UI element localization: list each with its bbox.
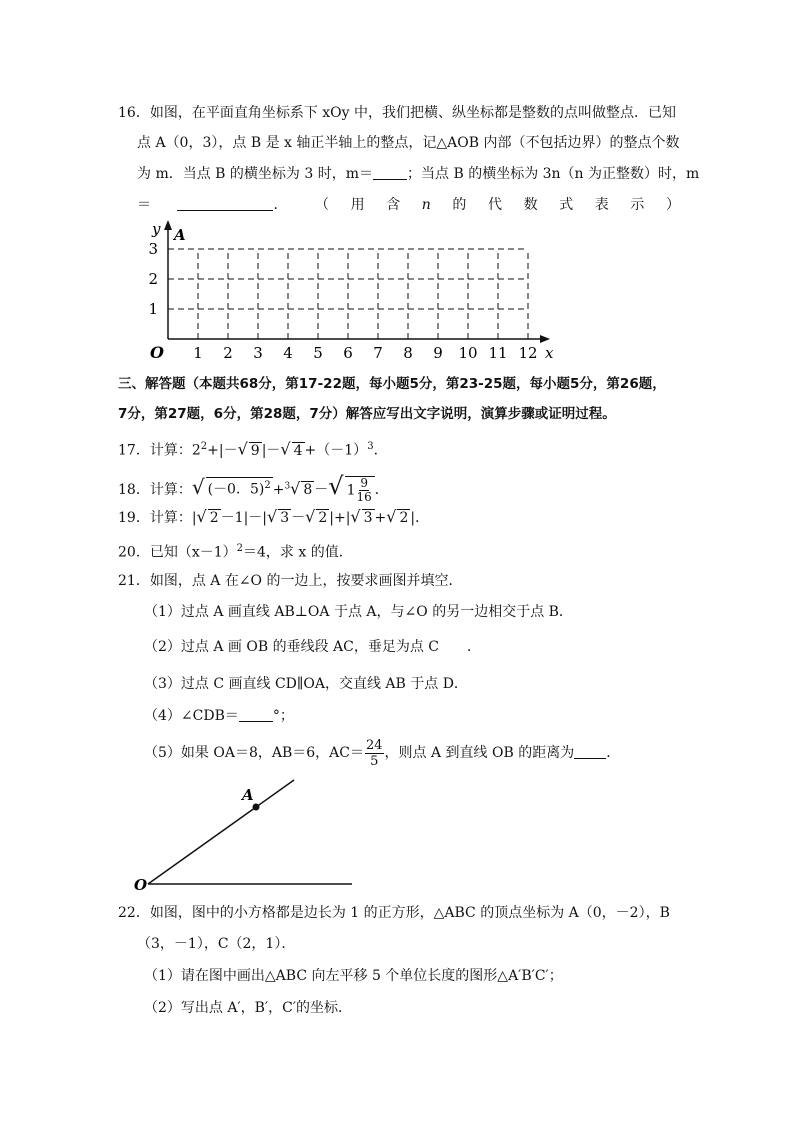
- x-axis-arrow: [540, 335, 550, 343]
- q18-prefix: 18．计算：: [118, 482, 192, 498]
- q19-r: 2: [209, 510, 219, 526]
- q18-radicand-8: 8: [303, 482, 313, 498]
- sqrt-symbol: √: [196, 507, 207, 526]
- q17-part: +（－1）: [304, 442, 368, 459]
- q16-hint-char: 的: [452, 197, 467, 213]
- x-tick-label: 4: [283, 344, 293, 362]
- q21-fraction: [365, 738, 384, 769]
- q21-den: 5: [370, 753, 379, 769]
- x-tick-label: 12: [518, 344, 538, 362]
- q20-exp: 2: [236, 543, 243, 554]
- x-tick-labels: [193, 344, 537, 362]
- q19-t: +: [374, 510, 387, 526]
- q22-s2: （2）写出点 A′，B′，C′的坐标．: [144, 1000, 353, 1016]
- x-tick-label: 3: [253, 344, 263, 362]
- x-tick-label: 7: [373, 344, 383, 362]
- q20: [118, 539, 353, 563]
- q16-hint-char: 式: [559, 197, 574, 213]
- point-a-label: A: [174, 226, 186, 244]
- q18-exp: 2: [264, 480, 271, 492]
- q16-hint-char: （: [315, 197, 329, 213]
- q16-hint-char: 数: [523, 197, 538, 213]
- q21-s5-c: ．: [606, 745, 621, 761]
- sqrt-symbol: √: [290, 479, 301, 498]
- x-axis-label: x: [545, 344, 554, 362]
- q21-s3: （3）过点 C 画直线 CD∥OA，交直线 AB 于点 D．: [144, 676, 468, 692]
- q17-exp3: 3: [367, 441, 374, 452]
- q18: [118, 471, 389, 504]
- sqrt-symbol: √: [237, 439, 248, 459]
- q18-den: 16: [356, 489, 372, 504]
- q21-s5-b: ，则点 A 到直线 OB 的距离为: [384, 745, 575, 761]
- y-tick-label: 2: [148, 270, 158, 288]
- q18-r1: (－0．5): [207, 482, 265, 498]
- answer-blank-n: [177, 196, 273, 211]
- q18-minus: －: [314, 482, 329, 498]
- q19-t: －1|－|: [220, 510, 267, 526]
- fig-point-a-label: A: [242, 786, 254, 804]
- q18-radicand-3: [345, 476, 375, 504]
- q19: [118, 507, 429, 528]
- q20-b: ＝4，求 x 的值．: [243, 544, 353, 561]
- answer-blank-m: [373, 165, 407, 180]
- sqrt-symbol: √: [305, 507, 316, 526]
- sqrt-symbol: √: [350, 507, 361, 526]
- q21-s4-b: °；: [272, 708, 294, 724]
- q21-stem: 21．如图，点 A 在∠O 的一边上，按要求画图并填空．: [118, 573, 463, 589]
- q21-s1: （1）过点 A 画直线 AB⊥OA 于点 A，与∠O 的另一边相交于点 B．: [144, 604, 573, 620]
- y-axis-arrow: [164, 220, 172, 230]
- q16-hint-char: 表: [594, 197, 609, 213]
- fig-origin-label: O: [134, 876, 148, 894]
- sqrt-symbol: √: [280, 439, 291, 459]
- q18-radicand-1: [206, 477, 273, 498]
- q16-hint-char: ）: [665, 197, 680, 213]
- section3-line2: 7分，第27题，6分，第28题，7分）解答应写出文字说明，演算步骤或证明过程。: [118, 406, 616, 422]
- dashed-grid: [168, 249, 528, 339]
- x-tick-label: 1: [193, 344, 203, 362]
- q21-s4-a: （4）∠CDB＝: [144, 708, 239, 724]
- q19-r: 2: [399, 510, 409, 526]
- q17-prefix: 17．计算：: [118, 442, 192, 459]
- y-tick-label: 3: [148, 240, 158, 258]
- q17-base: 2: [191, 442, 201, 459]
- cube-root-index: 3: [284, 481, 291, 492]
- q18-end: ．: [374, 482, 389, 498]
- q16-hint-char: 示: [630, 197, 645, 213]
- q16-hint-char: 含: [386, 197, 401, 213]
- q19-r: 3: [280, 510, 290, 526]
- q19-t: |+|: [329, 510, 351, 526]
- q21-s2: （2）过点 A 画 OB 的垂线段 AC，垂足为点 C ．: [144, 639, 482, 655]
- point-a-dot: [253, 804, 260, 811]
- y-tick-label: 1: [148, 300, 158, 318]
- q18-whole: 1: [346, 482, 356, 498]
- q16-line3-b: ；当点 B 的横坐标为 3n（n 为正整数）时，m: [407, 166, 700, 182]
- q16-hint-char: n: [421, 197, 431, 213]
- x-tick-label: 5: [313, 344, 323, 362]
- q17-radicand-9: 9: [250, 442, 260, 459]
- q17-exp: 2: [200, 441, 208, 452]
- x-tick-label: 11: [488, 344, 508, 362]
- q17-end: ．: [373, 442, 388, 459]
- y-axis-label: y: [152, 220, 161, 238]
- q21-s5: [144, 736, 620, 770]
- sqrt-symbol: √: [386, 507, 397, 526]
- q16-line1: 16．如图，在平面直角坐标系下 xOy 中，我们把横、纵坐标都是整数的点叫做整点．已知: [118, 105, 676, 121]
- q19-t: |．: [410, 510, 430, 526]
- sqrt-symbol: √: [328, 472, 344, 500]
- q16-line2: 点 A（0，3），点 B 是 x 轴正半轴上的整点，记△AOB 内部（不包括边界）的整点个数: [137, 135, 680, 151]
- q18-fraction: [357, 477, 372, 504]
- q22-line1: 22．如图，图中的小方格都是边长为 1 的正方形，△ABC 的顶点坐标为 A（0，－2），B: [118, 905, 670, 921]
- q16-hint-char: 用: [350, 197, 365, 213]
- q22-line2: （3，－1），C（2，1）．: [137, 936, 296, 952]
- q21-s5-a: （5）如果 OA＝8，AB＝6，AC＝: [144, 745, 364, 761]
- q18-num: 9: [360, 475, 368, 490]
- sqrt-symbol: √: [191, 475, 205, 499]
- x-tick-label: 8: [403, 344, 413, 362]
- q17-part: +|－: [207, 442, 238, 459]
- q17-part: |－: [261, 442, 281, 459]
- x-tick-label: 10: [458, 344, 478, 362]
- q16-hint: [315, 195, 680, 215]
- q19-r: 2: [318, 510, 328, 526]
- ray-oa: [148, 780, 294, 884]
- section3-line1: 三、解答题（本题共68分，第17-22题，每小题5分，第23-25题，每小题5分，第26题，: [118, 376, 666, 392]
- q19-r: 3: [363, 510, 373, 526]
- q18-plus: +: [272, 482, 285, 498]
- x-tick-label: 2: [223, 344, 233, 362]
- y-tick-labels: [148, 240, 158, 318]
- q21-num: 24: [365, 737, 383, 753]
- q16-line3-a: 为 m．当点 B 的横坐标为 3 时，m＝: [137, 166, 373, 182]
- x-tick-label: 6: [343, 344, 353, 362]
- q19-prefix: 19．计算：|: [118, 510, 197, 526]
- q16-hint-char: 代: [488, 197, 502, 213]
- x-tick-label: 9: [433, 344, 443, 362]
- q19-t: －: [291, 510, 306, 526]
- q16-line3: [137, 164, 699, 184]
- q17: [118, 437, 388, 461]
- sqrt-symbol: √: [267, 507, 278, 526]
- integer-grid-figure: [140, 218, 560, 368]
- q16-line4-dot: ．: [273, 197, 288, 213]
- answer-blank-angle: [239, 707, 273, 722]
- q21-s4: [144, 706, 294, 726]
- origin-label: O: [150, 343, 164, 362]
- q22-s1: （1）请在图中画出△ABC 向左平移 5 个单位长度的图形△A′B′C′；: [144, 968, 563, 984]
- q16-line4: [137, 195, 680, 215]
- answer-blank-distance: [574, 744, 606, 759]
- q20-a: 20．已知（x－1）: [118, 544, 237, 561]
- angle-figure: [130, 776, 370, 896]
- q17-radicand-4: 4: [293, 442, 303, 459]
- q16-line4-eq: ＝: [137, 197, 151, 213]
